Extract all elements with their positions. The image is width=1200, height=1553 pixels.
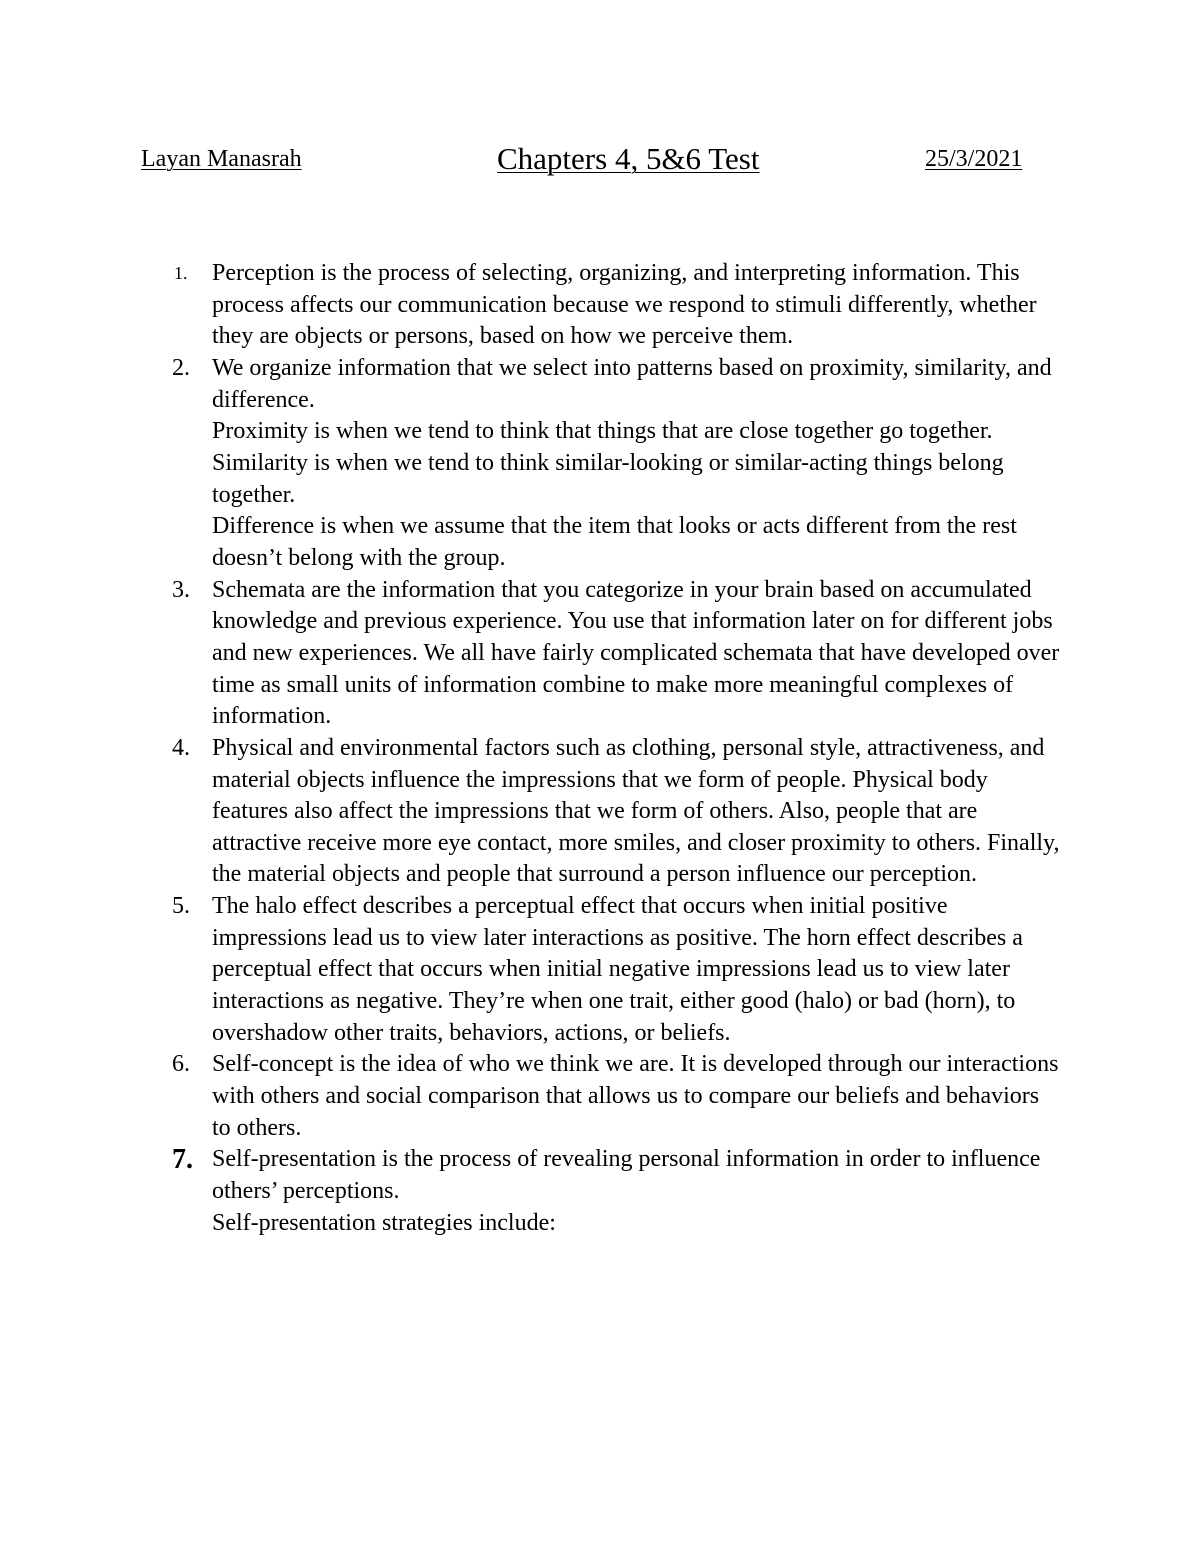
document-title: Chapters 4, 5&6 Test — [497, 141, 760, 176]
answer-paragraph: Self-concept is the idea of who we think we are. It is developed through our interactions with others and social comparison that allows us to compare our beliefs and behaviors to others. — [212, 1051, 1059, 1141]
author-name: Layan Manasrah — [141, 146, 302, 172]
answer-number: 2. — [172, 354, 190, 381]
answer-list — [0, 258, 1200, 1239]
answer-number: 6. — [172, 1051, 190, 1078]
answer-item-7 — [0, 1144, 1062, 1239]
answer-number: 5. — [172, 893, 190, 920]
answer-number: 4. — [172, 734, 190, 761]
answer-paragraph: The halo effect describes a perceptual effect that occurs when initial positive impressions lead us to view later interactions as positive. The horn effect describes a perceptual effect that occurs when initial negative impressions lead us to view later interactions as negative. They’re when one trait, either good (halo) or bad (horn), to overshadow other traits, behaviors, actions, or beliefs. — [212, 893, 1023, 1046]
answer-paragraph: Difference is when we assume that the item that looks or acts different from the rest doesn’t belong with the group. — [212, 513, 1017, 571]
answer-item-5 — [0, 891, 1062, 1049]
answer-number: 7. — [172, 1144, 193, 1176]
answer-number: 3. — [172, 576, 190, 603]
answer-item-1 — [0, 258, 1062, 353]
answer-paragraph: Perception is the process of selecting, organizing, and interpreting information. This process affects our communication because we respond to stimuli differently, whether they are objects or persons, based on how we perceive them. — [212, 260, 1037, 350]
answer-paragraph: Self-presentation strategies include: — [212, 1209, 556, 1236]
answer-paragraph: We organize information that we select into patterns based on proximity, similarity, and difference. — [212, 354, 1052, 413]
answer-item-2 — [0, 353, 1062, 575]
answer-paragraph: Self-presentation is the process of revealing personal information in order to influence others’ perceptions. — [212, 1146, 1041, 1205]
document-date: 25/3/2021 — [925, 146, 1023, 172]
answer-item-6 — [0, 1049, 1062, 1144]
answer-paragraph: Similarity is when we tend to think similar-looking or similar-acting things belong together. — [212, 449, 1004, 508]
answer-paragraph: Physical and environmental factors such as clothing, personal style, attractiveness, and material objects influence the impressions that we form of people. Physical body features also affect the impressions that we form of others. Also, people that are attractive receive more eye contact, more smiles, and closer proximity to others. Finally, the material objects and people that surround a person influence our perception. — [212, 734, 1060, 888]
answer-item-4 — [0, 733, 1062, 891]
answer-item-3 — [0, 575, 1062, 733]
answer-paragraph: Schemata are the information that you categorize in your brain based on accumulated knowledge and previous experience. You use that information later on for different jobs and new experiences. We all have fairly complicated schemata that have developed over time as small units of information combine to make more meaningful complexes of information. — [212, 576, 1060, 730]
answer-paragraph: Proximity is when we tend to think that things that are close together go together. — [212, 418, 993, 445]
answer-number: 1. — [174, 263, 188, 283]
